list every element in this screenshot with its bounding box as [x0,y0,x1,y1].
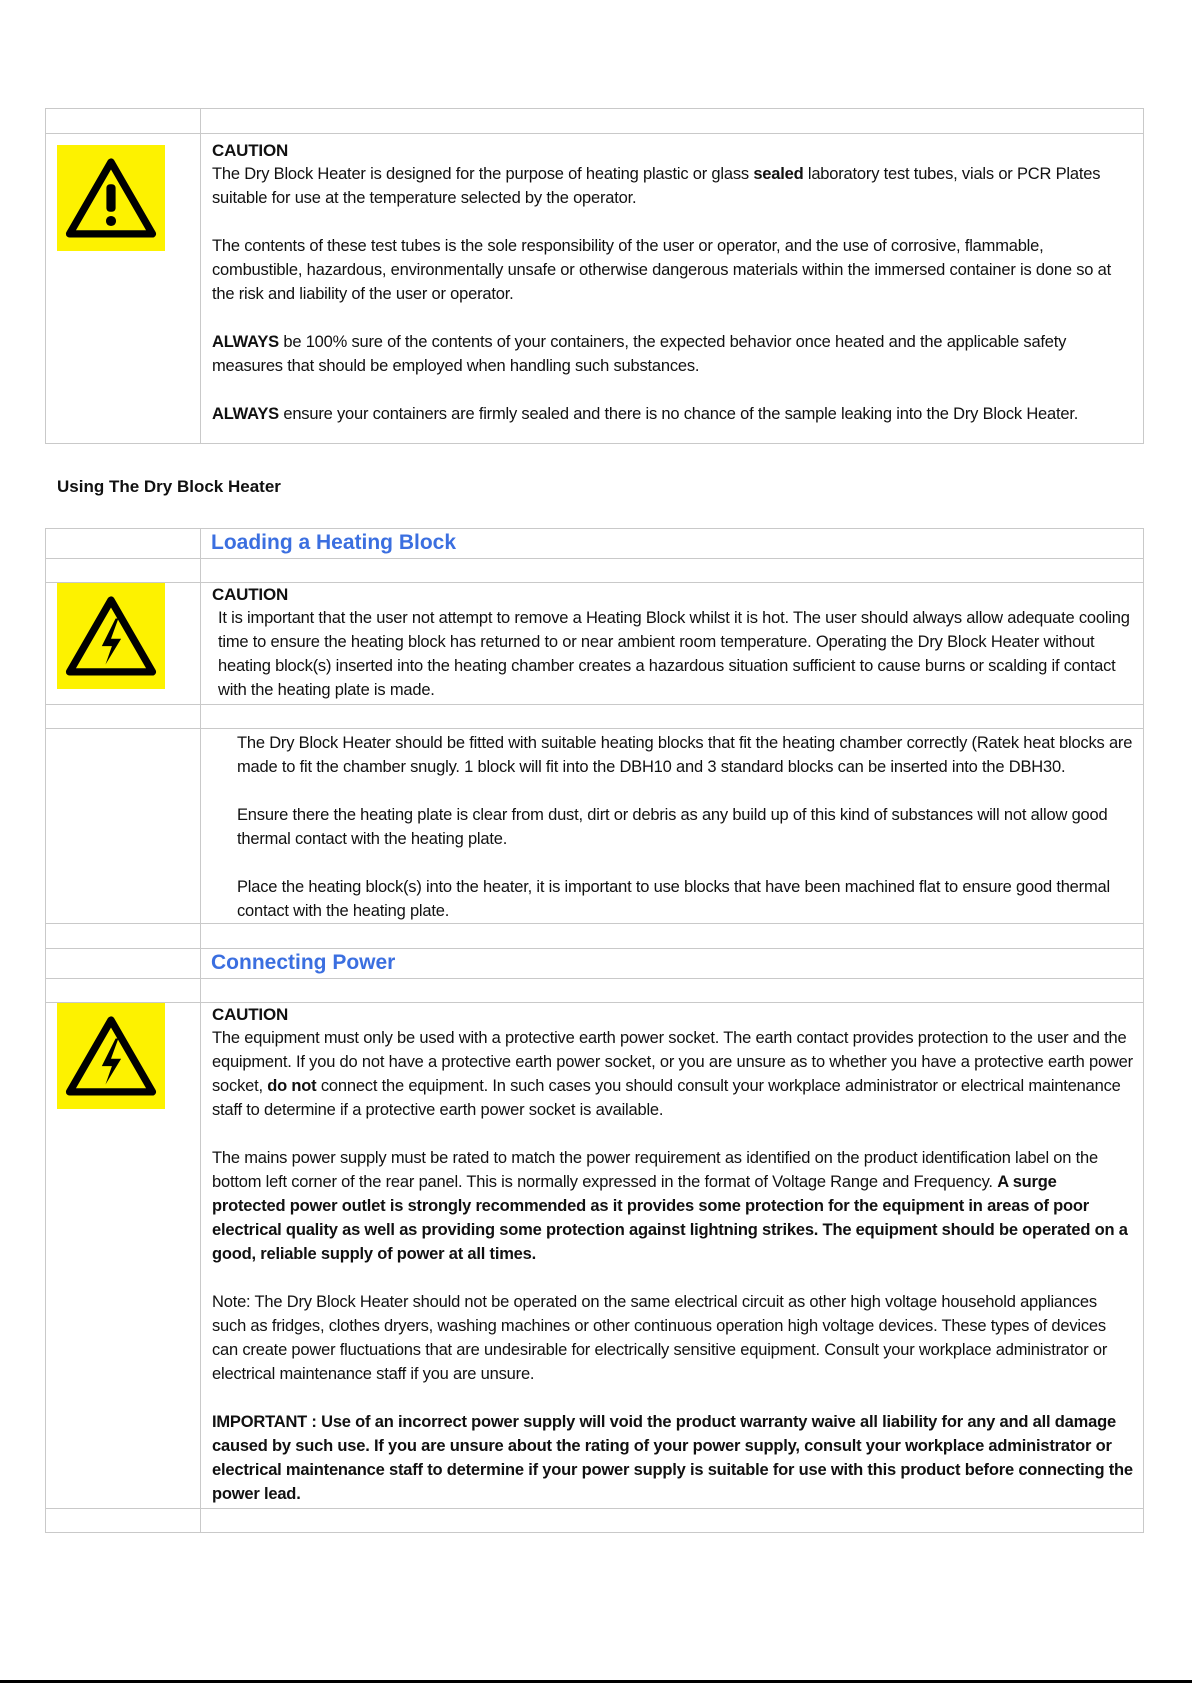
instructions-table [45,528,1144,1533]
instruction-step: The Dry Block Heater should be fitted with suitable heating blocks that fit the heating chamber correctly (Ratek heat blocks are made to fit the chamber snugly. 1 block will fit into the DBH10 and 3 standard blocks can be inserted into the DBH30. [237,734,1133,776]
caution-heading: CAUTION [212,1005,289,1024]
section-heading: Using The Dry Block Heater [57,477,281,496]
caution-paragraph: The contents of these test tubes is the sole responsibility of the user or operator, and the use of corrosive, flammable, combustible, hazardous, environmentally unsafe or otherwise dangerous materials within the immersed container is done so at the risk and liability of the user or operator. [212,237,1111,303]
loading-title: Loading a Heating Block [211,531,457,554]
caution-paragraph: The equipment must only be used with a protective earth power socket. The earth contact provides protection to the user and the equipment. If you do not have a protective earth power socket, or you are unsure as to whether you have a protective earth power socket, do not connect the equipment. In such cases you should consult your workplace administrator or electrical maintenance staff to determine if a protective earth power socket is available. [212,1029,1133,1119]
caution-paragraph: It is important that the user not attempt to remove a Heating Block whilst it is hot. The user should always allow adequate cooling time to ensure the heating block has returned to or near ambient room temperature. Operating the Dry Block Heater without heating block(s) inserted into the heating chamber creates a hazardous situation sufficient to cause burns or scalding if contact with the heating plate is made. [218,609,1130,699]
bottom-rule [0,1680,1192,1683]
caution-paragraph: Note: The Dry Block Heater should not be operated on the same electrical circuit as other high voltage household appliances such as fridges, clothes dryers, washing machines or other continuous operation high voltage devices. These types of devices can create power fluctuations that are undesirable for electrically sensitive equipment. Consult your workplace administrator or electrical maintenance staff if you are unsure. [212,1293,1108,1383]
important-paragraph: IMPORTANT : Use of an incorrect power supply will void the product warranty waive all liability for any and all damage caused by such use. If you are unsure about the rating of your power supply, consult your workplace administrator or electrical maintenance staff to determine if your power supply is suitable for use with this product before connecting the power lead. [212,1413,1133,1503]
caution-heading: CAUTION [212,141,289,160]
instruction-step: Place the heating block(s) into the heater, it is important to use blocks that have been machined flat to ensure good thermal contact with the heating plate. [237,878,1110,920]
instruction-step: Ensure there the heating plate is clear from dust, dirt or debris as any build up of this kind of substances will not allow good thermal contact with the heating plate. [237,806,1108,848]
caution-paragraph: The Dry Block Heater is designed for the purpose of heating plastic or glass sealed laboratory test tubes, vials or PCR Plates suitable for use at the temperature selected by the operator. [212,165,1101,207]
caution-paragraph: ALWAYS be 100% sure of the contents of your containers, the expected behavior once heated and the applicable safety measures that should be employed when handling such substances. [212,333,1067,375]
caution-table-general [45,108,1144,444]
exclamation-warning-icon [57,145,165,251]
electrical-hazard-icon [57,583,165,689]
caution-paragraph: ALWAYS ensure your containers are firmly sealed and there is no chance of the sample leaking into the Dry Block Heater. [212,405,1079,423]
electrical-hazard-icon [57,1003,165,1109]
power-title: Connecting Power [211,951,396,974]
caution-paragraph: The mains power supply must be rated to match the power requirement as identified on the product identification label on the bottom left corner of the rear panel. This is normally expressed in the format of Voltage Range and Frequency. A surge protected power outlet is strongly recommended as it provides some protection for the equipment in areas of poor electrical quality as well as providing some protection against lightning strikes. The equipment should be operated on a good, reliable supply of power at all times. [212,1149,1128,1263]
caution-heading: CAUTION [212,585,289,604]
